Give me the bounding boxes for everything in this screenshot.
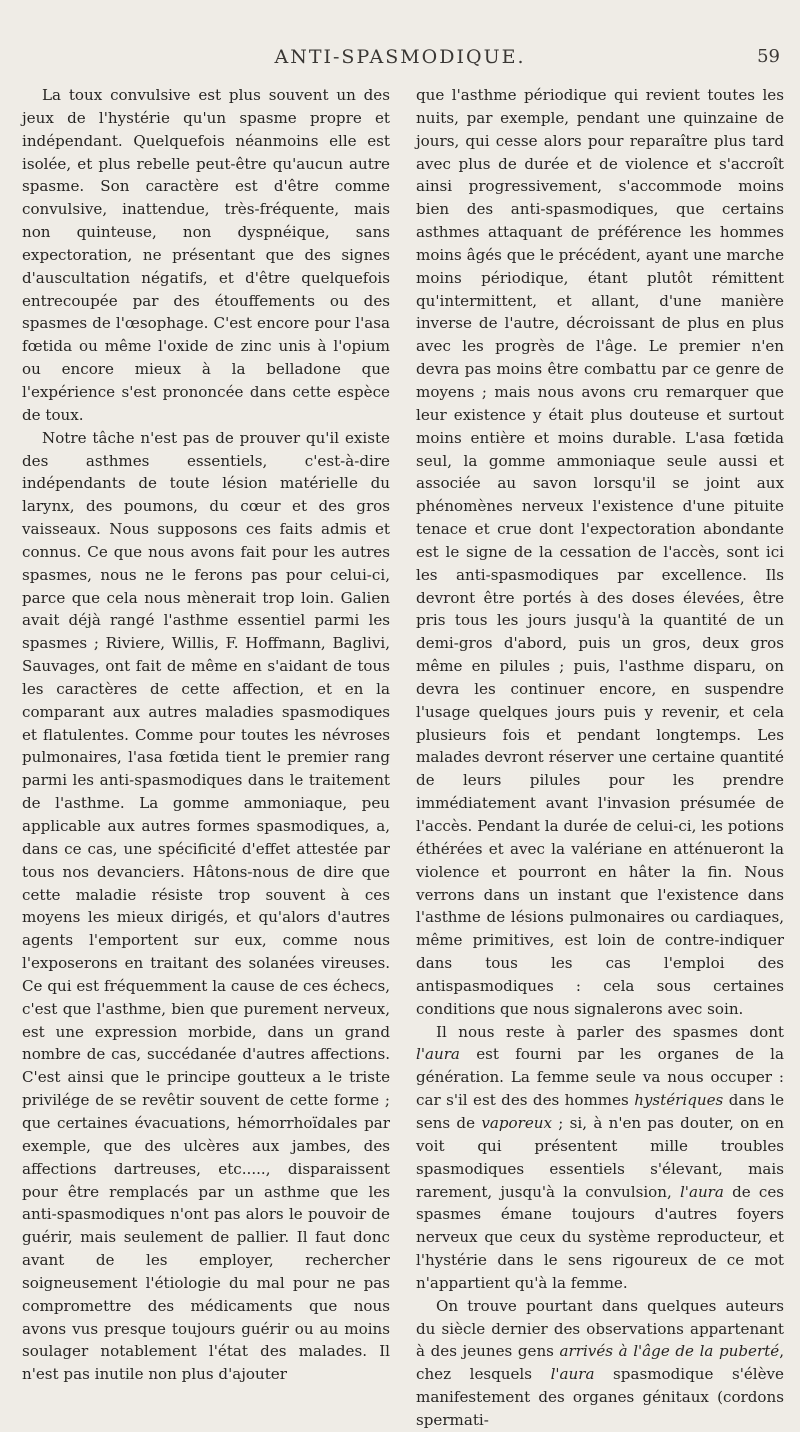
italic-term: l'aura [416, 1045, 460, 1064]
running-title: ANTI-SPASMODIQUE. [274, 46, 526, 68]
paragraph-aura [416, 1021, 784, 1295]
text-run: ; si, à n'en pas douter, on en voit qui présentent mille troubles spasmodiques essentiels s'élevant, mais rarement, jusqu'à la convulsion, [416, 1113, 784, 1201]
italic-term: hystériques [634, 1091, 724, 1110]
italic-term: l'aura [679, 1182, 724, 1201]
text-run: dans le sens de [416, 1091, 784, 1132]
italic-term: l'aura [550, 1365, 595, 1384]
italic-term: vaporeux [481, 1113, 552, 1132]
text-run: spasmodique s'élève manifestement des organes génitaux (cordons spermati- [416, 1365, 784, 1429]
text-run: On trouve pourtant dans quelques auteurs du siècle dernier des observations appartenant à des jeunes gens [416, 1296, 784, 1361]
text-run: Il nous reste à parler des spasmes dont [436, 1022, 784, 1041]
left-column [22, 84, 390, 1386]
text-run: est fourni par les organes de la génération. La femme seule va nous occuper : car s'il est des des hommes [416, 1045, 784, 1110]
text-run: , chez lesquels [416, 1342, 785, 1384]
italic-term: arrivés à l'âge de la puberté [559, 1342, 780, 1361]
paragraph-cough: La toux convulsive est plus souvent un des jeux de l'hystérie qu'un spasme propre et indépendant. Quelquefois néanmoins elle est isolée, et plus rebelle peut-être qu'aucun autre spasme. Son caractère est d'être comme convulsive, inattendue, très-fréquente, mais non quinteuse, non dyspnéique, sans expectoration, ne présentant que des signes d'auscultation négatifs, et d'être quelquefois entrecoupée par des étouffements ou des spasmes de l'œsophage. C'est encore pour l'asa fœtida ou même l'oxide de zinc unis à l'opium ou encore mieux à la belladone que l'expérience s'est prononcée dans cette espèce de toux. [22, 86, 390, 424]
right-column [416, 84, 784, 1432]
paragraph-periodic-asthma: que l'asthme périodique qui revient toutes les nuits, par exemple, pendant une quinzaine de jours, qui cesse alors pour reparaître plus tard avec plus de durée et de violence et s'accroît ainsi progressivement, s'accommode moins bien des anti-spasmodiques, que certains asthmes attaquant de préférence les hommes moins âgés que le précédent, ayant une marche moins périodique, étant plutôt rémittent qu'intermittent, et allant, d'une manière inverse de l'autre, décroissant de plus en plus avec les progrès de l'âge. Le premier n'en devra pas moins être combattu par ce genre de moyens ; mais nous avons cru remarquer que leur existence y était plus douteuse et surtout moins entière et moins durable. L'asa fœtida seul, la gomme ammoniaque seule aussi et associée au savon lorsqu'il se joint aux phénomènes nerveux l'existence d'une pituite tenace et crue dont l'expectoration abondante est le signe de la cessation de l'accès, sont ici les anti-spasmodiques par excellence. Ils devront être portés à des doses élevées, être pris tous les jours jusqu'à la quantité de un demi-gros d'abord, puis un gros, deux gros même en pilules ; puis, l'asthme disparu, on devra les continuer encore, en suspendre l'usage quelques jours puis y revenir, et cela plusieurs fois et pendant longtemps. Les malades devront réserver une certaine quantité de leurs pilules pour les prendre immédiatement avant l'invasion présumée de l'accès. Pendant la durée de celui-ci, les potions éthérées et avec la valériane en atténueront la violence et pourront en hâter la fin. Nous verrons dans un instant que l'existence dans l'asthme de lésions pulmonaires ou cardiaques, même primitives, est loin de contre-indiquer dans tous les cas l'emploi des antispasmodiques : cela sous certaines conditions que nous signalerons avec soin. [416, 86, 784, 1018]
paragraph-puberty [416, 1295, 784, 1432]
text-run: de ces spasmes émane toujours d'autres foyers nerveux que ceux du système reproducteur, et l'hystérie dans le sens rigoureux de ce mot n'appartient qu'à la femme. [416, 1182, 784, 1292]
paragraph-asthma: Notre tâche n'est pas de prouver qu'il existe des asthmes essentiels, c'est-à-dire indépendants de toute lésion matérielle du larynx, des poumons, du cœur et des gros vaisseaux. Nous supposons ces faits admis et connus. Ce que nous avons fait pour les autres spasmes, nous ne le ferons pas pour celui-ci, parce que cela nous mènerait trop loin. Galien avait déjà rangé l'asthme essentiel parmi les spasmes ; Riviere, Willis, F. Hoffmann, Baglivi, Sauvages, ont fait de même en s'aidant de tous les caractères de cette affection, et en la comparant aux autres maladies spasmodiques et flatulentes. Comme pour toutes les névroses pulmonaires, l'asa fœtida tient le premier rang parmi les anti-spasmodiques dans le traitement de l'asthme. La gomme ammoniaque, peu applicable aux autres formes spasmodiques, a, dans ce cas, une spécificité d'effet attestée par tous nos devanciers. Hâtons-nous de dire que cette maladie résiste trop souvent à ces moyens les mieux dirigés, et qu'alors d'autres agents l'emportent sur eux, comme nous l'exposerons en traitant des solanées vireuses. Ce qui est fréquemment la cause de ces échecs, c'est que l'asthme, bien que purement nerveux, est une expression morbide, dans un grand nombre de cas, succédanée d'autres affections. C'est ainsi que le principe goutteux a le triste privilége de se revêtir souvent de cette forme ; que certaines évacuations, hémorrhoïdales par exemple, que des ulcères aux jambes, des affections dartreuses, etc....., disparaissent pour être remplacés par un asthme que les anti-spasmodiques n'ont pas alors le pouvoir de guérir, mais seulement de pallier. Il faut donc avant de les employer, rechercher soigneusement l'étiologie du mal pour ne pas compromettre des médicaments que nous avons vus presque toujours guérir ou au moins soulager notablement l'état des malades. Il n'est pas inutile non plus d'ajouter [22, 428, 390, 1384]
running-head [0, 0, 800, 70]
page-number: 59 [757, 46, 780, 67]
